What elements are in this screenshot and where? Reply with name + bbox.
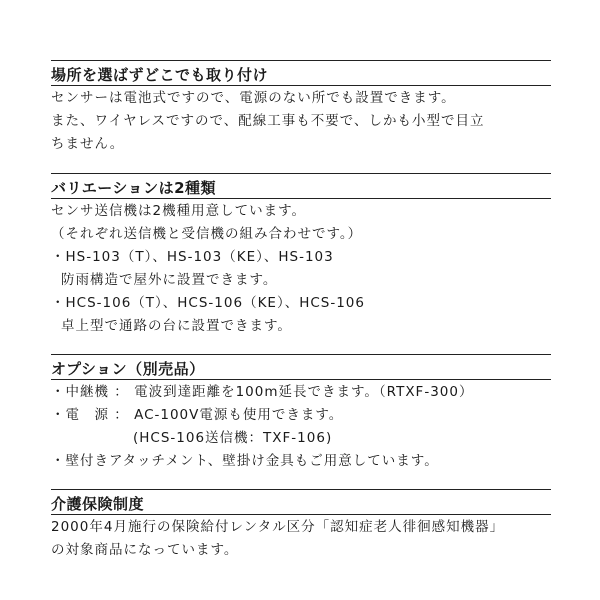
list-item-detail: (HCS-106送信機：TXF-106) [133,430,333,446]
section-heading: オプション（別売品） [51,354,551,380]
list-item: ・HCS-106（T）、HCS-106（KE）、HCS-106 [51,295,365,311]
text-line: 2000年4月施行の保険給付レンタル区分「認知症老人徘徊感知機器」 [51,519,505,535]
text-line: ちません。 [51,136,125,152]
list-item: ・壁付きアタッチメント、壁掛け金具もご用意しています。 [51,453,439,469]
section-variations [51,173,551,338]
document [51,60,551,562]
text-line: センサーは電池式ですので、電源のない所でも設置できます。 [51,90,456,106]
list-item: ・HS-103（T）、HS-103（KE）、HS-103 [51,249,334,265]
list-item: ・電 源 ： AC-100V電源も使用できます。 [51,407,344,423]
section-body [51,86,551,156]
section-heading: バリエーションは2種類 [51,173,551,199]
list-item-detail: 防雨構造で屋外に設置できます。 [61,272,278,288]
section-heading: 場所を選ばずどこでも取り付け [51,60,551,86]
section-insurance [51,489,551,562]
list-item: ・中継機 ： 電波到達距離を100m延長できます。（RTXF-300） [51,384,474,400]
list-item-detail: 卓上型で通路の台に設置できます。 [61,318,292,334]
section-body [51,515,551,562]
text-line: の対象商品になっています。 [51,542,239,558]
section-mounting [51,60,551,156]
text-line: （それぞれ送信機と受信機の組み合わせです。） [51,226,363,242]
text-line: センサ送信機は2機種用意しています。 [51,203,307,219]
section-body [51,199,551,338]
text-line: また、ワイヤレスですので、配線工事も不要で、しかも小型で目立 [51,113,485,129]
section-body [51,380,551,473]
section-heading: 介護保険制度 [51,489,551,515]
section-options [51,354,551,473]
